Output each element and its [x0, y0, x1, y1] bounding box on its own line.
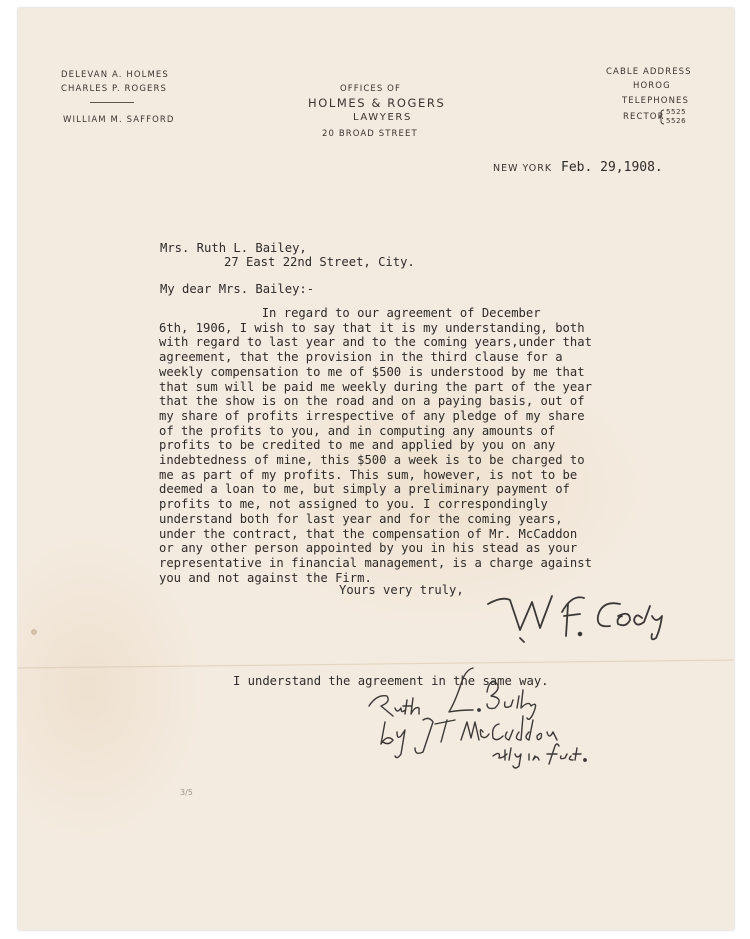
partner-name: DELEVAN A. HOLMES — [61, 70, 169, 80]
cable-address-label: CABLE ADDRESS — [606, 67, 692, 77]
body-line: agreement, that the provision in the third clause for a — [159, 350, 563, 365]
letter-body — [159, 306, 699, 585]
body-line: understand both for last year and for the coming years, — [159, 511, 563, 526]
body-line: that sum will be paid me weekly during the part of the year — [159, 379, 592, 394]
cable-code: HOROG — [633, 81, 671, 91]
recipient-address: 27 East 22nd Street, City. — [224, 255, 415, 269]
firm-address: 20 BROAD STREET — [322, 129, 418, 139]
closing: Yours very truly, — [339, 583, 464, 597]
associate-name: WILLIAM M. SAFFORD — [63, 115, 175, 125]
body-line: my share of profits irrespective of any pledge of my share — [159, 408, 585, 423]
body-line: me as part of my profits. This sum, however, is not to be — [159, 467, 578, 482]
recipient-name: Mrs. Ruth L. Bailey, — [160, 241, 307, 255]
body-line: under the contract, that the compensation of Mr. McCaddon — [159, 526, 578, 541]
letter-place: NEW YORK — [493, 163, 553, 174]
body-line: of the profits to you, and in computing any amounts of — [159, 423, 556, 438]
letter-date: Feb. 29,1908. — [561, 160, 663, 175]
body-line: In regard to our agreement of December — [159, 306, 541, 320]
acknowledgement: I understand the agreement in the same way. — [233, 674, 549, 688]
body-line: weekly compensation to me of $500 is understood by me that — [159, 364, 585, 379]
firm-type: LAWYERS — [353, 112, 412, 123]
body-line: indebtedness of mine, this $500 a week is to be charged to — [159, 453, 585, 468]
body-line: with regard to last year and to the coming years,under that — [159, 335, 592, 350]
body-line: representative in financial management, is a charge against — [159, 555, 592, 570]
body-line: or any other person appointed by you in his stead as your — [159, 541, 578, 556]
body-line: that the show is on the road and on a paying basis, out of — [159, 394, 585, 409]
partner-name: CHARLES P. ROGERS — [61, 84, 168, 94]
phone-number: 5526 — [666, 117, 687, 125]
body-line: deemed a loan to me, but simply a preliminary payment of — [159, 482, 570, 497]
brace-icon — [659, 109, 665, 125]
firm-name: HOLMES & ROGERS — [308, 96, 446, 110]
phone-number: 5525 — [666, 108, 687, 116]
pencil-mark: 3/5 — [180, 788, 193, 797]
signature-bailey-mccaddon — [363, 660, 593, 770]
body-line: 6th, 1906, I wish to say that it is my understanding, both — [159, 320, 585, 335]
rector-label: RECTOR — [623, 112, 665, 122]
letterhead-divider — [90, 102, 134, 103]
letter-sheet — [18, 8, 734, 930]
body-line: profits to be credited to me and applied by you on any — [159, 438, 556, 453]
offices-of-label: OFFICES OF — [340, 84, 401, 94]
salutation: My dear Mrs. Bailey:- — [160, 282, 315, 296]
body-line: you and not against the Firm. — [159, 570, 372, 585]
telephones-label: TELEPHONES — [622, 96, 690, 106]
body-line: profits to me, not assigned to you. I correspondingly — [159, 497, 548, 512]
signature-cody — [480, 582, 690, 652]
